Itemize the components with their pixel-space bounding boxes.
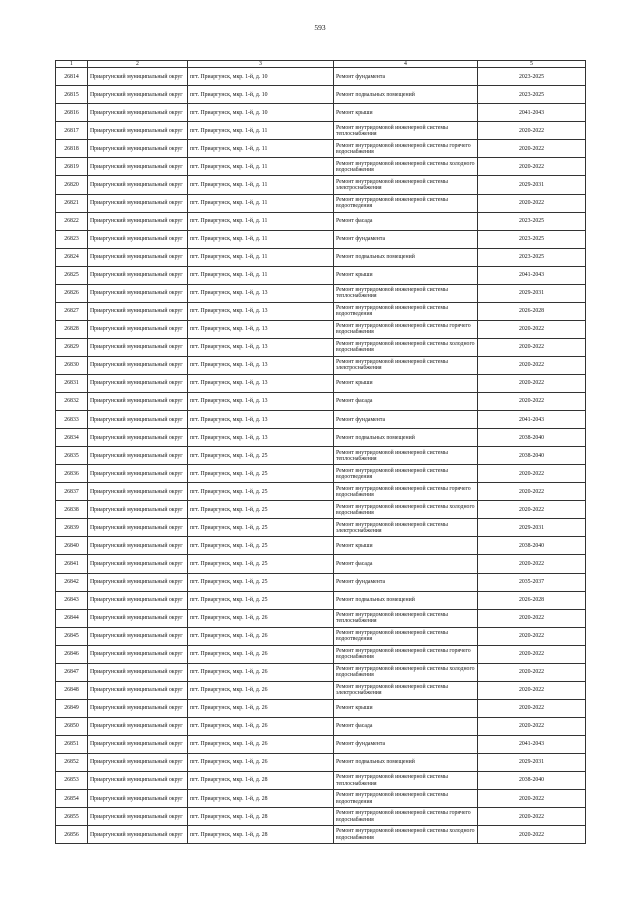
municipality-cell: Приаргунский муниципальный округ (88, 573, 188, 591)
address-cell: пгт. Приаргунск, мкр. 1-й, д. 26 (188, 753, 334, 771)
address-cell: пгт. Приаргунск, мкр. 1-й, д. 25 (188, 519, 334, 537)
table-row (56, 68, 586, 86)
row-number-cell: 26854 (56, 790, 88, 808)
page-number: 593 (314, 23, 326, 32)
row-number-cell: 26837 (56, 483, 88, 501)
address-cell: пгт. Приаргунск, мкр. 1-й, д. 10 (188, 86, 334, 104)
address-cell: пгт. Приаргунск, мкр. 1-й, д. 13 (188, 375, 334, 393)
work-type-cell: Ремонт внутридомовой инженерной системы водоотведения (334, 465, 478, 483)
table-row (56, 411, 586, 429)
work-type-cell: Ремонт внутридомовой инженерной системы водоотведения (334, 302, 478, 320)
table-row (56, 555, 586, 573)
municipality-cell: Приаргунский муниципальный округ (88, 122, 188, 140)
address-cell: пгт. Приаргунск, мкр. 1-й, д. 26 (188, 663, 334, 681)
row-number-cell: 26823 (56, 230, 88, 248)
work-type-cell: Ремонт крыши (334, 266, 478, 284)
row-number-cell: 26839 (56, 519, 88, 537)
work-type-cell: Ремонт крыши (334, 104, 478, 122)
municipality-cell: Приаргунский муниципальный округ (88, 266, 188, 284)
work-type-cell: Ремонт фундамента (334, 411, 478, 429)
address-cell: пгт. Приаргунск, мкр. 1-й, д. 11 (188, 266, 334, 284)
work-type-cell: Ремонт внутридомовой инженерной системы холодного водоснабжения (334, 663, 478, 681)
row-number-cell: 26834 (56, 429, 88, 447)
municipality-cell: Приаргунский муниципальный округ (88, 555, 188, 573)
table-row (56, 158, 586, 176)
period-cell: 2020-2022 (478, 663, 586, 681)
row-number-cell: 26817 (56, 122, 88, 140)
work-type-cell: Ремонт внутридомовой инженерной системы теплоснабжения (334, 284, 478, 302)
row-number-cell: 26851 (56, 735, 88, 753)
row-number-cell: 26832 (56, 393, 88, 411)
table-row (56, 320, 586, 338)
address-cell: пгт. Приаргунск, мкр. 1-й, д. 26 (188, 609, 334, 627)
table-row (56, 609, 586, 627)
municipality-cell: Приаргунский муниципальный округ (88, 519, 188, 537)
table-row (56, 717, 586, 735)
row-number-cell: 26848 (56, 681, 88, 699)
municipality-cell: Приаргунский муниципальный округ (88, 194, 188, 212)
row-number-cell: 26835 (56, 447, 88, 465)
period-cell: 2041-2043 (478, 266, 586, 284)
period-cell: 2020-2022 (478, 393, 586, 411)
municipality-cell: Приаргунский муниципальный округ (88, 176, 188, 194)
address-cell: пгт. Приаргунск, мкр. 1-й, д. 13 (188, 411, 334, 429)
period-cell: 2029-2031 (478, 519, 586, 537)
municipality-cell: Приаргунский муниципальный округ (88, 302, 188, 320)
table-row (56, 248, 586, 266)
address-cell: пгт. Приаргунск, мкр. 1-й, д. 28 (188, 808, 334, 826)
repair-schedule-table (55, 60, 586, 844)
municipality-cell: Приаргунский муниципальный округ (88, 212, 188, 230)
work-type-cell: Ремонт фасада (334, 555, 478, 573)
column-number-row (56, 61, 586, 68)
work-type-cell: Ремонт внутридомовой инженерной системы электроснабжения (334, 681, 478, 699)
work-type-cell: Ремонт внутридомовой инженерной системы водоотведения (334, 790, 478, 808)
address-cell: пгт. Приаргунск, мкр. 1-й, д. 11 (188, 212, 334, 230)
column-number-1: 1 (56, 61, 88, 68)
municipality-cell: Приаргунский муниципальный округ (88, 772, 188, 790)
table-row (56, 753, 586, 771)
row-number-cell: 26838 (56, 501, 88, 519)
row-number-cell: 26856 (56, 826, 88, 844)
period-cell: 2020-2022 (478, 826, 586, 844)
row-number-cell: 26840 (56, 537, 88, 555)
period-cell: 2023-2025 (478, 230, 586, 248)
row-number-cell: 26849 (56, 699, 88, 717)
table-row (56, 627, 586, 645)
row-number-cell: 26845 (56, 627, 88, 645)
table-row (56, 681, 586, 699)
period-cell: 2020-2022 (478, 338, 586, 356)
work-type-cell: Ремонт фундамента (334, 735, 478, 753)
work-type-cell: Ремонт подвальных помещений (334, 429, 478, 447)
work-type-cell: Ремонт внутридомовой инженерной системы теплоснабжения (334, 772, 478, 790)
table-row (56, 808, 586, 826)
municipality-cell: Приаргунский муниципальный округ (88, 158, 188, 176)
address-cell: пгт. Приаргунск, мкр. 1-й, д. 26 (188, 735, 334, 753)
municipality-cell: Приаргунский муниципальный округ (88, 699, 188, 717)
address-cell: пгт. Приаргунск, мкр. 1-й, д. 25 (188, 465, 334, 483)
period-cell: 2041-2043 (478, 411, 586, 429)
period-cell: 2038-2040 (478, 447, 586, 465)
table-row (56, 699, 586, 717)
work-type-cell: Ремонт внутридомовой инженерной системы холодного водоснабжения (334, 158, 478, 176)
address-cell: пгт. Приаргунск, мкр. 1-й, д. 11 (188, 248, 334, 266)
table-row (56, 735, 586, 753)
table-row (56, 663, 586, 681)
table-row (56, 338, 586, 356)
work-type-cell: Ремонт внутридомовой инженерной системы горячего водоснабжения (334, 808, 478, 826)
address-cell: пгт. Приаргунск, мкр. 1-й, д. 11 (188, 158, 334, 176)
table-row (56, 212, 586, 230)
municipality-cell: Приаргунский муниципальный округ (88, 356, 188, 374)
row-number-cell: 26816 (56, 104, 88, 122)
period-cell: 2020-2022 (478, 627, 586, 645)
municipality-cell: Приаргунский муниципальный округ (88, 790, 188, 808)
period-cell: 2026-2028 (478, 591, 586, 609)
municipality-cell: Приаргунский муниципальный округ (88, 753, 188, 771)
period-cell: 2035-2037 (478, 573, 586, 591)
work-type-cell: Ремонт внутридомовой инженерной системы холодного водоснабжения (334, 501, 478, 519)
work-type-cell: Ремонт внутридомовой инженерной системы водоотведения (334, 627, 478, 645)
work-type-cell: Ремонт крыши (334, 375, 478, 393)
row-number-cell: 26814 (56, 68, 88, 86)
work-type-cell: Ремонт внутридомовой инженерной системы электроснабжения (334, 519, 478, 537)
period-cell: 2020-2022 (478, 808, 586, 826)
period-cell: 2041-2043 (478, 735, 586, 753)
table-row (56, 826, 586, 844)
table-row (56, 645, 586, 663)
address-cell: пгт. Приаргунск, мкр. 1-й, д. 13 (188, 320, 334, 338)
municipality-cell: Приаргунский муниципальный округ (88, 826, 188, 844)
period-cell: 2029-2031 (478, 753, 586, 771)
period-cell: 2020-2022 (478, 465, 586, 483)
row-number-cell: 26821 (56, 194, 88, 212)
work-type-cell: Ремонт подвальных помещений (334, 248, 478, 266)
municipality-cell: Приаргунский муниципальный округ (88, 104, 188, 122)
period-cell: 2038-2040 (478, 772, 586, 790)
row-number-cell: 26843 (56, 591, 88, 609)
period-cell: 2020-2022 (478, 140, 586, 158)
municipality-cell: Приаргунский муниципальный округ (88, 483, 188, 501)
address-cell: пгт. Приаргунск, мкр. 1-й, д. 26 (188, 645, 334, 663)
municipality-cell: Приаргунский муниципальный округ (88, 411, 188, 429)
table-row (56, 537, 586, 555)
period-cell: 2020-2022 (478, 194, 586, 212)
work-type-cell: Ремонт внутридомовой инженерной системы холодного водоснабжения (334, 826, 478, 844)
row-number-cell: 26830 (56, 356, 88, 374)
row-number-cell: 26827 (56, 302, 88, 320)
row-number-cell: 26826 (56, 284, 88, 302)
work-type-cell: Ремонт фундамента (334, 573, 478, 591)
work-type-cell: Ремонт внутридомовой инженерной системы горячего водоснабжения (334, 645, 478, 663)
address-cell: пгт. Приаргунск, мкр. 1-й, д. 28 (188, 772, 334, 790)
address-cell: пгт. Приаргунск, мкр. 1-й, д. 28 (188, 790, 334, 808)
address-cell: пгт. Приаргунск, мкр. 1-й, д. 25 (188, 591, 334, 609)
table-row (56, 140, 586, 158)
address-cell: пгт. Приаргунск, мкр. 1-й, д. 28 (188, 826, 334, 844)
table-row (56, 447, 586, 465)
work-type-cell: Ремонт подвальных помещений (334, 753, 478, 771)
municipality-cell: Приаргунский муниципальный округ (88, 375, 188, 393)
row-number-cell: 26818 (56, 140, 88, 158)
period-cell: 2020-2022 (478, 501, 586, 519)
municipality-cell: Приаргунский муниципальный округ (88, 248, 188, 266)
period-cell: 2023-2025 (478, 68, 586, 86)
municipality-cell: Приаргунский муниципальный округ (88, 808, 188, 826)
address-cell: пгт. Приаргунск, мкр. 1-й, д. 13 (188, 393, 334, 411)
work-type-cell: Ремонт фасада (334, 717, 478, 735)
address-cell: пгт. Приаргунск, мкр. 1-й, д. 13 (188, 338, 334, 356)
table-row (56, 465, 586, 483)
table-row (56, 302, 586, 320)
municipality-cell: Приаргунский муниципальный округ (88, 284, 188, 302)
table-row (56, 519, 586, 537)
row-number-cell: 26824 (56, 248, 88, 266)
address-cell: пгт. Приаргунск, мкр. 1-й, д. 13 (188, 284, 334, 302)
table-row (56, 230, 586, 248)
address-cell: пгт. Приаргунск, мкр. 1-й, д. 26 (188, 717, 334, 735)
work-type-cell: Ремонт внутридомовой инженерной системы водоотведения (334, 194, 478, 212)
address-cell: пгт. Приаргунск, мкр. 1-й, д. 11 (188, 140, 334, 158)
table-row (56, 501, 586, 519)
address-cell: пгт. Приаргунск, мкр. 1-й, д. 26 (188, 699, 334, 717)
address-cell: пгт. Приаргунск, мкр. 1-й, д. 25 (188, 483, 334, 501)
address-cell: пгт. Приаргунск, мкр. 1-й, д. 11 (188, 176, 334, 194)
period-cell: 2023-2025 (478, 86, 586, 104)
municipality-cell: Приаргунский муниципальный округ (88, 230, 188, 248)
table-row (56, 429, 586, 447)
address-cell: пгт. Приаргунск, мкр. 1-й, д. 25 (188, 501, 334, 519)
period-cell: 2020-2022 (478, 790, 586, 808)
municipality-cell: Приаргунский муниципальный округ (88, 429, 188, 447)
work-type-cell: Ремонт фундамента (334, 68, 478, 86)
table-row (56, 356, 586, 374)
row-number-cell: 26829 (56, 338, 88, 356)
municipality-cell: Приаргунский муниципальный округ (88, 86, 188, 104)
municipality-cell: Приаргунский муниципальный округ (88, 591, 188, 609)
municipality-cell: Приаргунский муниципальный округ (88, 645, 188, 663)
table-body (56, 61, 586, 844)
work-type-cell: Ремонт подвальных помещений (334, 86, 478, 104)
period-cell: 2041-2043 (478, 104, 586, 122)
work-type-cell: Ремонт подвальных помещений (334, 591, 478, 609)
municipality-cell: Приаргунский муниципальный округ (88, 663, 188, 681)
row-number-cell: 26842 (56, 573, 88, 591)
work-type-cell: Ремонт внутридомовой инженерной системы горячего водоснабжения (334, 483, 478, 501)
work-type-cell: Ремонт фасада (334, 393, 478, 411)
period-cell: 2020-2022 (478, 699, 586, 717)
period-cell: 2020-2022 (478, 681, 586, 699)
period-cell: 2020-2022 (478, 122, 586, 140)
row-number-cell: 26841 (56, 555, 88, 573)
address-cell: пгт. Приаргунск, мкр. 1-й, д. 13 (188, 429, 334, 447)
table-row (56, 483, 586, 501)
municipality-cell: Приаргунский муниципальный округ (88, 68, 188, 86)
municipality-cell: Приаргунский муниципальный округ (88, 465, 188, 483)
row-number-cell: 26825 (56, 266, 88, 284)
table-row (56, 86, 586, 104)
municipality-cell: Приаргунский муниципальный округ (88, 717, 188, 735)
work-type-cell: Ремонт внутридомовой инженерной системы теплоснабжения (334, 122, 478, 140)
row-number-cell: 26836 (56, 465, 88, 483)
work-type-cell: Ремонт крыши (334, 699, 478, 717)
row-number-cell: 26844 (56, 609, 88, 627)
work-type-cell: Ремонт крыши (334, 537, 478, 555)
column-number-4: 4 (334, 61, 478, 68)
municipality-cell: Приаргунский муниципальный округ (88, 537, 188, 555)
municipality-cell: Приаргунский муниципальный округ (88, 320, 188, 338)
period-cell: 2029-2031 (478, 176, 586, 194)
period-cell: 2026-2028 (478, 302, 586, 320)
period-cell: 2020-2022 (478, 158, 586, 176)
column-number-3: 3 (188, 61, 334, 68)
address-cell: пгт. Приаргунск, мкр. 1-й, д. 11 (188, 194, 334, 212)
row-number-cell: 26846 (56, 645, 88, 663)
period-cell: 2020-2022 (478, 609, 586, 627)
address-cell: пгт. Приаргунск, мкр. 1-й, д. 26 (188, 627, 334, 645)
table-row (56, 393, 586, 411)
table-row (56, 194, 586, 212)
address-cell: пгт. Приаргунск, мкр. 1-й, д. 11 (188, 230, 334, 248)
work-type-cell: Ремонт фундамента (334, 230, 478, 248)
address-cell: пгт. Приаргунск, мкр. 1-й, д. 13 (188, 356, 334, 374)
address-cell: пгт. Приаргунск, мкр. 1-й, д. 26 (188, 681, 334, 699)
row-number-cell: 26815 (56, 86, 88, 104)
table-row (56, 772, 586, 790)
column-number-2: 2 (88, 61, 188, 68)
municipality-cell: Приаргунский муниципальный округ (88, 447, 188, 465)
address-cell: пгт. Приаргунск, мкр. 1-й, д. 25 (188, 555, 334, 573)
address-cell: пгт. Приаргунск, мкр. 1-й, д. 25 (188, 537, 334, 555)
row-number-cell: 26847 (56, 663, 88, 681)
work-type-cell: Ремонт внутридомовой инженерной системы горячего водоснабжения (334, 320, 478, 338)
row-number-cell: 26822 (56, 212, 88, 230)
table-row (56, 591, 586, 609)
period-cell: 2020-2022 (478, 645, 586, 663)
period-cell: 2038-2040 (478, 429, 586, 447)
period-cell: 2020-2022 (478, 320, 586, 338)
row-number-cell: 26831 (56, 375, 88, 393)
municipality-cell: Приаргунский муниципальный округ (88, 681, 188, 699)
table-row (56, 266, 586, 284)
row-number-cell: 26820 (56, 176, 88, 194)
address-cell: пгт. Приаргунск, мкр. 1-й, д. 11 (188, 122, 334, 140)
municipality-cell: Приаргунский муниципальный округ (88, 735, 188, 753)
work-type-cell: Ремонт внутридомовой инженерной системы электроснабжения (334, 176, 478, 194)
row-number-cell: 26855 (56, 808, 88, 826)
period-cell: 2020-2022 (478, 555, 586, 573)
municipality-cell: Приаргунский муниципальный округ (88, 338, 188, 356)
column-number-5: 5 (478, 61, 586, 68)
work-type-cell: Ремонт внутридомовой инженерной системы электроснабжения (334, 356, 478, 374)
table-row (56, 176, 586, 194)
address-cell: пгт. Приаргунск, мкр. 1-й, д. 25 (188, 447, 334, 465)
work-type-cell: Ремонт внутридомовой инженерной системы теплоснабжения (334, 447, 478, 465)
row-number-cell: 26850 (56, 717, 88, 735)
row-number-cell: 26819 (56, 158, 88, 176)
table-row (56, 122, 586, 140)
municipality-cell: Приаргунский муниципальный округ (88, 501, 188, 519)
work-type-cell: Ремонт внутридомовой инженерной системы холодного водоснабжения (334, 338, 478, 356)
row-number-cell: 26833 (56, 411, 88, 429)
address-cell: пгт. Приаргунск, мкр. 1-й, д. 25 (188, 573, 334, 591)
period-cell: 2038-2040 (478, 537, 586, 555)
table-row (56, 284, 586, 302)
municipality-cell: Приаргунский муниципальный округ (88, 609, 188, 627)
row-number-cell: 26852 (56, 753, 88, 771)
table-row (56, 573, 586, 591)
address-cell: пгт. Приаргунск, мкр. 1-й, д. 13 (188, 302, 334, 320)
row-number-cell: 26828 (56, 320, 88, 338)
period-cell: 2029-2031 (478, 284, 586, 302)
municipality-cell: Приаргунский муниципальный округ (88, 140, 188, 158)
table-row (56, 790, 586, 808)
municipality-cell: Приаргунский муниципальный округ (88, 627, 188, 645)
period-cell: 2020-2022 (478, 483, 586, 501)
period-cell: 2020-2022 (478, 375, 586, 393)
period-cell: 2020-2022 (478, 717, 586, 735)
municipality-cell: Приаргунский муниципальный округ (88, 393, 188, 411)
work-type-cell: Ремонт фасада (334, 212, 478, 230)
period-cell: 2023-2025 (478, 212, 586, 230)
address-cell: пгт. Приаргунск, мкр. 1-й, д. 10 (188, 104, 334, 122)
period-cell: 2023-2025 (478, 248, 586, 266)
table-row (56, 375, 586, 393)
table-row (56, 104, 586, 122)
period-cell: 2020-2022 (478, 356, 586, 374)
address-cell: пгт. Приаргунск, мкр. 1-й, д. 10 (188, 68, 334, 86)
work-type-cell: Ремонт внутридомовой инженерной системы теплоснабжения (334, 609, 478, 627)
work-type-cell: Ремонт внутридомовой инженерной системы горячего водоснабжения (334, 140, 478, 158)
row-number-cell: 26853 (56, 772, 88, 790)
